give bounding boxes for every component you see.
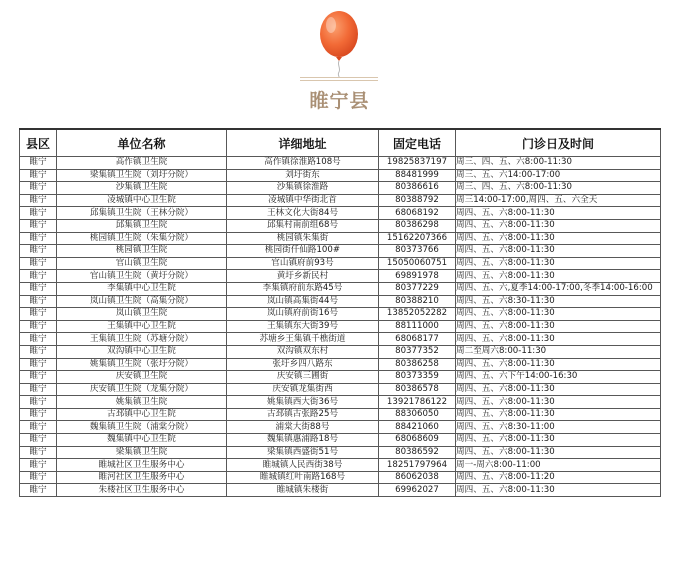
phone-cell: 18251797964: [379, 459, 456, 472]
clinic-hours-cell: 周二至周六8:00-11:30: [456, 345, 661, 358]
table-row: [20, 232, 661, 245]
county-cell: 睢宁: [20, 408, 57, 421]
county-cell: 睢宁: [20, 219, 57, 232]
county-cell: 睢宁: [20, 282, 57, 295]
unit-name-cell: 邱集镇卫生院（王林分院）: [57, 207, 227, 220]
table-row: [20, 358, 661, 371]
table-row: [20, 459, 661, 472]
address-cell: 王林文化大街84号: [227, 207, 379, 220]
column-header-unit-name: 单位名称: [57, 129, 227, 157]
county-cell: 睢宁: [20, 308, 57, 321]
address-cell: 官山镇府前93号: [227, 257, 379, 270]
unit-name-cell: 古邳镇中心卫生院: [57, 408, 227, 421]
county-cell: 睢宁: [20, 245, 57, 258]
phone-cell: 69891978: [379, 270, 456, 283]
address-cell: 双沟镇双东村: [227, 345, 379, 358]
unit-name-cell: 桃园镇卫生院: [57, 245, 227, 258]
unit-name-cell: 梁集镇卫生院: [57, 446, 227, 459]
title-rule-top: [300, 77, 378, 78]
table-row: [20, 295, 661, 308]
clinic-hours-cell: 周四、五、六8:00-11:30: [456, 320, 661, 333]
table-row: [20, 408, 661, 421]
unit-name-cell: 高作镇卫生院: [57, 157, 227, 170]
county-cell: 睢宁: [20, 182, 57, 195]
address-cell: 桃园街仟仙路100#: [227, 245, 379, 258]
clinic-hours-cell: 周四、五、六8:00-11:30: [456, 232, 661, 245]
clinic-table: [19, 128, 661, 497]
unit-name-cell: 官山镇卫生院（黄圩分院）: [57, 270, 227, 283]
address-cell: 李集镇府前东路45号: [227, 282, 379, 295]
table-row: [20, 182, 661, 195]
phone-cell: 88306050: [379, 408, 456, 421]
column-header-clinic-hours: 门诊日及时间: [456, 129, 661, 157]
clinic-hours-cell: 周四、五、六8:00-11:20: [456, 471, 661, 484]
address-cell: 凌城镇中华街北首: [227, 194, 379, 207]
county-cell: 睢宁: [20, 157, 57, 170]
unit-name-cell: 魏集镇中心卫生院: [57, 434, 227, 447]
unit-name-cell: 邱集镇卫生院: [57, 219, 227, 232]
county-cell: 睢宁: [20, 421, 57, 434]
phone-cell: 80386578: [379, 383, 456, 396]
county-cell: 睢宁: [20, 434, 57, 447]
county-cell: 睢宁: [20, 345, 57, 358]
phone-cell: 88421060: [379, 421, 456, 434]
address-cell: 古邳镇古张路25号: [227, 408, 379, 421]
county-cell: 睢宁: [20, 270, 57, 283]
county-cell: 睢宁: [20, 371, 57, 384]
table-row: [20, 320, 661, 333]
phone-cell: 80377352: [379, 345, 456, 358]
clinic-hours-cell: 周四、五、六8:30-11:30: [456, 295, 661, 308]
address-cell: 岚山镇高集街44号: [227, 295, 379, 308]
county-cell: 睢宁: [20, 459, 57, 472]
phone-cell: 80386616: [379, 182, 456, 195]
table-row: [20, 157, 661, 170]
phone-cell: 68068192: [379, 207, 456, 220]
column-header-address: 详细地址: [227, 129, 379, 157]
clinic-hours-cell: 周三、五、六14:00-17:00: [456, 169, 661, 182]
column-header-county: 县区: [20, 129, 57, 157]
clinic-hours-cell: 周四、五、六8:00-11:30: [456, 270, 661, 283]
address-cell: 沙集镇徐淮路: [227, 182, 379, 195]
table-row: [20, 446, 661, 459]
clinic-hours-cell: 周四、五、六下午14:00-16:30: [456, 371, 661, 384]
unit-name-cell: 姚集镇卫生院（张圩分院）: [57, 358, 227, 371]
phone-cell: 69962027: [379, 484, 456, 497]
unit-name-cell: 魏集镇卫生院（浦棠分院）: [57, 421, 227, 434]
table-row: [20, 257, 661, 270]
phone-cell: 80388210: [379, 295, 456, 308]
address-cell: 魏集镇惠浦路18号: [227, 434, 379, 447]
phone-cell: 80373359: [379, 371, 456, 384]
clinic-hours-cell: 周四、五、六8:00-11:30: [456, 446, 661, 459]
phone-cell: 80386298: [379, 219, 456, 232]
table-row: [20, 471, 661, 484]
table-row: [20, 207, 661, 220]
table-row: [20, 421, 661, 434]
phone-cell: 19825837197: [379, 157, 456, 170]
unit-name-cell: 双沟镇中心卫生院: [57, 345, 227, 358]
phone-cell: 13852052282: [379, 308, 456, 321]
phone-cell: 15050060751: [379, 257, 456, 270]
address-cell: 刘圩街东: [227, 169, 379, 182]
table-row: [20, 308, 661, 321]
clinic-hours-cell: 周三、四、五、六8:00-11:30: [456, 182, 661, 195]
table-row: [20, 371, 661, 384]
phone-cell: 80377229: [379, 282, 456, 295]
address-cell: 姚集镇西大街36号: [227, 396, 379, 409]
table-row: [20, 345, 661, 358]
address-cell: 庆安镇三圃街: [227, 371, 379, 384]
unit-name-cell: 凌城镇中心卫生院: [57, 194, 227, 207]
clinic-hours-cell: 周四、五、六8:00-11:30: [456, 396, 661, 409]
table-row: [20, 396, 661, 409]
clinic-hours-cell: 周四、五、六8:00-11:30: [456, 358, 661, 371]
table-row: [20, 434, 661, 447]
clinic-hours-cell: 周四、五、六8:00-11:30: [456, 257, 661, 270]
unit-name-cell: 桃园镇卫生院（朱集分院）: [57, 232, 227, 245]
address-cell: 黄圩乡新民村: [227, 270, 379, 283]
table-row: [20, 333, 661, 346]
county-cell: 睢宁: [20, 358, 57, 371]
address-cell: 王集镇东大街39号: [227, 320, 379, 333]
clinic-hours-cell: 周四、五、六,夏季14:00-17:00,冬季14:00-16:00: [456, 282, 661, 295]
unit-name-cell: 庆安镇卫生院（龙集分院）: [57, 383, 227, 396]
phone-cell: 80386258: [379, 358, 456, 371]
clinic-hours-cell: 周四、五、六8:00-11:30: [456, 383, 661, 396]
address-cell: 岚山镇府前街16号: [227, 308, 379, 321]
unit-name-cell: 岚山镇卫生院: [57, 308, 227, 321]
unit-name-cell: 朱楼社区卫生服务中心: [57, 484, 227, 497]
address-cell: 梁集镇西盛街51号: [227, 446, 379, 459]
unit-name-cell: 沙集镇卫生院: [57, 182, 227, 195]
clinic-hours-cell: 周四、五、六8:00-11:30: [456, 434, 661, 447]
unit-name-cell: 岚山镇卫生院（高集分院）: [57, 295, 227, 308]
county-cell: 睢宁: [20, 484, 57, 497]
address-cell: 苏塘乡王集镇千樵街道: [227, 333, 379, 346]
unit-name-cell: 梁集镇卫生院（刘圩分院）: [57, 169, 227, 182]
county-cell: 睢宁: [20, 396, 57, 409]
county-cell: 睢宁: [20, 295, 57, 308]
unit-name-cell: 李集镇中心卫生院: [57, 282, 227, 295]
county-cell: 睢宁: [20, 446, 57, 459]
phone-cell: 80386592: [379, 446, 456, 459]
county-cell: 睢宁: [20, 320, 57, 333]
phone-cell: 80373766: [379, 245, 456, 258]
clinic-hours-cell: 周四、五、六8:00-11:30: [456, 308, 661, 321]
table-row: [20, 484, 661, 497]
table-row: [20, 245, 661, 258]
table-row: [20, 219, 661, 232]
unit-name-cell: 庆安镇卫生院: [57, 371, 227, 384]
table-row: [20, 270, 661, 283]
address-cell: 张圩乡四八路东: [227, 358, 379, 371]
table-row: [20, 194, 661, 207]
address-cell: 睢城镇红叶南路168号: [227, 471, 379, 484]
county-cell: 睢宁: [20, 257, 57, 270]
clinic-hours-cell: 周四、五、六8:00-11:30: [456, 245, 661, 258]
unit-name-cell: 王集镇卫生院（苏塘分院）: [57, 333, 227, 346]
page-title: 睢宁县: [309, 90, 370, 112]
column-header-phone: 固定电话: [379, 129, 456, 157]
clinic-hours-cell: 周四、五、六8:30-11:00: [456, 421, 661, 434]
unit-name-cell: 王集镇中心卫生院: [57, 320, 227, 333]
unit-name-cell: 睢河社区卫生服务中心: [57, 471, 227, 484]
unit-name-cell: 睢城社区卫生服务中心: [57, 459, 227, 472]
title-rule-bottom: [300, 80, 378, 81]
clinic-hours-cell: 周三14:00-17:00,周四、五、六全天: [456, 194, 661, 207]
address-cell: 睢城镇朱楼街: [227, 484, 379, 497]
county-cell: 睢宁: [20, 383, 57, 396]
unit-name-cell: 官山镇卫生院: [57, 257, 227, 270]
address-cell: 睢城镇人民西街38号: [227, 459, 379, 472]
phone-cell: 15162207366: [379, 232, 456, 245]
balloon-icon: [316, 8, 362, 78]
clinic-hours-cell: 周四、五、六8:00-11:30: [456, 333, 661, 346]
county-cell: 睢宁: [20, 207, 57, 220]
address-cell: 高作镇徐淮路108号: [227, 157, 379, 170]
phone-cell: 68068609: [379, 434, 456, 447]
table-header-row: [20, 129, 661, 157]
clinic-hours-cell: 周四、五、六8:00-11:30: [456, 219, 661, 232]
clinic-hours-cell: 周四、五、六8:00-11:30: [456, 408, 661, 421]
clinic-hours-cell: 周四、五、六8:00-11:30: [456, 484, 661, 497]
clinic-hours-cell: 周四、五、六8:00-11:30: [456, 207, 661, 220]
phone-cell: 88111000: [379, 320, 456, 333]
phone-cell: 68068177: [379, 333, 456, 346]
county-cell: 睢宁: [20, 169, 57, 182]
table-row: [20, 282, 661, 295]
phone-cell: 86062038: [379, 471, 456, 484]
phone-cell: 13921786122: [379, 396, 456, 409]
county-cell: 睢宁: [20, 232, 57, 245]
clinic-hours-cell: 周一-周六8:00-11:00: [456, 459, 661, 472]
county-cell: 睢宁: [20, 333, 57, 346]
address-cell: 桃园镇朱集街: [227, 232, 379, 245]
phone-cell: 88481999: [379, 169, 456, 182]
address-cell: 浦棠大街88号: [227, 421, 379, 434]
address-cell: 邱集村南前组68号: [227, 219, 379, 232]
clinic-hours-cell: 周三、四、五、六8:00-11:30: [456, 157, 661, 170]
unit-name-cell: 姚集镇卫生院: [57, 396, 227, 409]
table-row: [20, 383, 661, 396]
address-cell: 庆安镇龙集街西: [227, 383, 379, 396]
phone-cell: 80388792: [379, 194, 456, 207]
table-row: [20, 169, 661, 182]
county-cell: 睢宁: [20, 471, 57, 484]
county-cell: 睢宁: [20, 194, 57, 207]
